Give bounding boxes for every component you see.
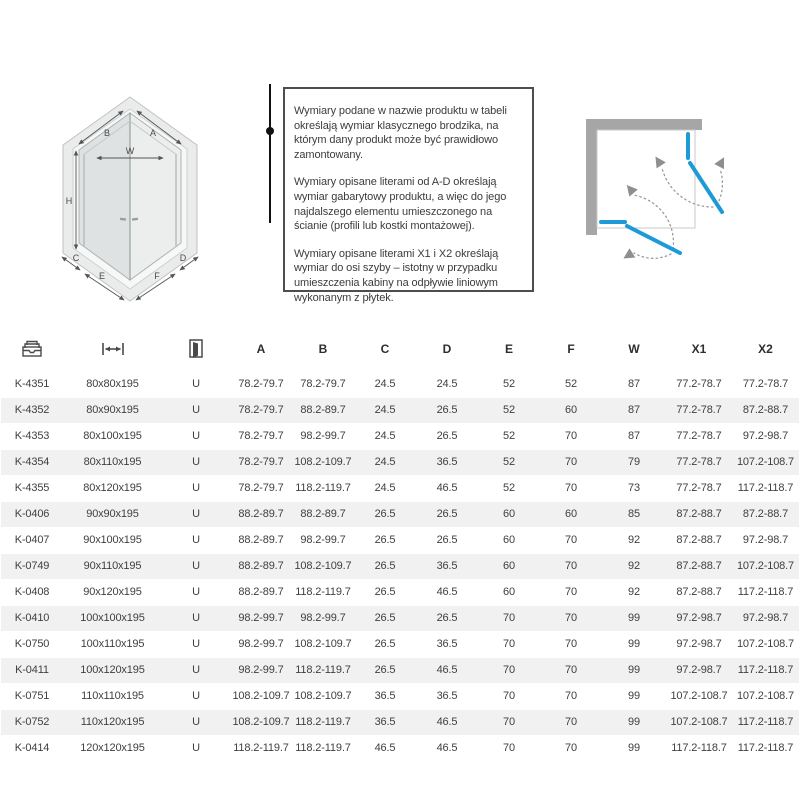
cell-W: 99 <box>628 716 640 728</box>
cell-X2: 107.2-108.7 <box>736 690 795 702</box>
note-marker-dot <box>266 127 274 135</box>
cell-door: U <box>192 404 200 416</box>
cell-C: 26.5 <box>374 664 396 676</box>
cell-F: 60 <box>565 404 577 416</box>
cell-C: 36.5 <box>374 716 396 728</box>
cell-B: 78.2-79.7 <box>300 378 346 390</box>
cell-E: 70 <box>503 742 515 754</box>
cell-B: 98.2-99.7 <box>300 612 346 624</box>
spec-table-body <box>1 371 799 761</box>
product-isometric-drawing <box>50 83 206 307</box>
cell-C: 26.5 <box>374 586 396 598</box>
cell-C: 24.5 <box>374 378 396 390</box>
cell-C: 26.5 <box>374 638 396 650</box>
column-header-e: E <box>504 342 513 357</box>
cell-code: K-0408 <box>14 586 50 598</box>
wall-top <box>586 119 702 130</box>
cell-B: 118.2-119.7 <box>295 664 351 676</box>
cell-W: 99 <box>628 638 640 650</box>
cell-A: 78.2-79.7 <box>238 456 284 468</box>
dim-label-d: D <box>179 253 187 263</box>
cell-X1: 77.2-78.7 <box>676 430 722 442</box>
cell-C: 46.5 <box>374 742 396 754</box>
cell-X1: 77.2-78.7 <box>676 456 722 468</box>
cell-code: K-0407 <box>14 534 50 546</box>
dim-label-e: E <box>98 271 106 281</box>
column-header-d: D <box>442 342 452 357</box>
dim-label-h: H <box>65 196 73 206</box>
cell-size: 110x110x195 <box>81 690 144 702</box>
cell-E: 70 <box>503 638 515 650</box>
cell-D: 46.5 <box>436 586 458 598</box>
cell-D: 36.5 <box>436 456 458 468</box>
cell-B: 98.2-99.7 <box>300 534 346 546</box>
cell-code: K-4352 <box>14 404 50 416</box>
cell-code: K-0751 <box>14 690 50 702</box>
cell-W: 92 <box>628 586 640 598</box>
cell-W: 99 <box>628 612 640 624</box>
cell-F: 70 <box>565 482 577 494</box>
cell-E: 52 <box>503 404 515 416</box>
note-marker-line <box>269 84 271 223</box>
column-header-w: W <box>628 342 640 357</box>
cell-door: U <box>192 586 200 598</box>
cell-B: 88.2-89.7 <box>300 404 346 416</box>
column-header-b: B <box>318 342 328 357</box>
cell-A: 98.2-99.7 <box>238 664 284 676</box>
cell-W: 99 <box>628 742 640 754</box>
dimensions-column-header <box>63 328 162 371</box>
cell-door: U <box>192 456 200 468</box>
cell-size: 90x120x195 <box>83 586 142 598</box>
cell-D: 36.5 <box>436 560 458 572</box>
cell-size: 100x100x195 <box>80 612 145 624</box>
cell-D: 46.5 <box>436 742 458 754</box>
cell-A: 88.2-89.7 <box>238 586 284 598</box>
product-code-column-header <box>1 328 63 371</box>
swing-arrow-icon <box>621 248 636 263</box>
cell-door: U <box>192 716 200 728</box>
cell-C: 36.5 <box>374 690 396 702</box>
table-row <box>1 657 799 683</box>
cell-door: U <box>192 638 200 650</box>
door-swing-diagram <box>585 115 785 265</box>
cell-C: 26.5 <box>374 612 396 624</box>
table-row <box>1 397 799 423</box>
note-paragraph-1: Wymiary podane w nazwie produktu w tabeli określają wymiar klasycznego brodzika, na którym dany produkt może być prawidłowo zamontowany. <box>294 105 507 161</box>
cell-A: 118.2-119.7 <box>233 742 289 754</box>
cell-W: 73 <box>628 482 640 494</box>
cell-code: K-0406 <box>14 508 50 520</box>
cell-X2: 97.2-98.7 <box>742 534 789 546</box>
cell-door: U <box>192 560 200 572</box>
cell-size: 80x100x195 <box>83 430 142 442</box>
cell-F: 70 <box>565 664 577 676</box>
cell-W: 87 <box>628 404 640 416</box>
dim-label-w: W <box>125 146 135 156</box>
cell-size: 80x120x195 <box>83 482 142 494</box>
table-row <box>1 605 799 631</box>
note-box <box>283 87 534 304</box>
cell-X1: 87.2-88.7 <box>676 586 722 598</box>
cell-D: 36.5 <box>436 690 458 702</box>
cell-size: 110x120x195 <box>80 716 145 728</box>
column-header-x2: X2 <box>758 342 773 357</box>
cell-door: U <box>192 742 200 754</box>
column-header-x1: X1 <box>691 342 707 357</box>
cell-code: K-4353 <box>14 430 50 442</box>
cell-B: 108.2-109.7 <box>294 456 352 468</box>
cell-B: 118.2-119.7 <box>295 586 351 598</box>
dim-label-a: A <box>149 128 157 138</box>
cell-B: 118.2-119.7 <box>295 742 351 754</box>
cell-E: 70 <box>503 690 515 702</box>
table-row <box>1 735 799 761</box>
cell-E: 60 <box>503 560 515 572</box>
cell-F: 70 <box>565 716 577 728</box>
cell-E: 60 <box>503 508 515 520</box>
cell-X2: 107.2-108.7 <box>736 638 795 650</box>
table-row <box>1 475 799 501</box>
column-header-f: F <box>567 342 575 357</box>
dim-label-b: B <box>103 128 111 138</box>
cell-F: 70 <box>565 690 577 702</box>
cell-X2: 117.2-118.7 <box>737 742 794 754</box>
cell-W: 87 <box>628 430 640 442</box>
cell-X2: 97.2-98.7 <box>742 612 789 624</box>
column-header-a: A <box>256 342 266 357</box>
cell-size: 80x110x195 <box>83 456 142 468</box>
table-row <box>1 553 799 579</box>
cell-C: 26.5 <box>374 560 396 572</box>
cell-code: K-0411 <box>15 664 49 676</box>
swing-arrow-icon <box>714 155 729 169</box>
cell-X2: 97.2-98.7 <box>742 430 789 442</box>
table-row <box>1 683 799 709</box>
cell-A: 88.2-89.7 <box>238 508 284 520</box>
cell-A: 98.2-99.7 <box>238 638 284 650</box>
cell-X2: 87.2-88.7 <box>742 508 789 520</box>
cell-F: 52 <box>565 378 577 390</box>
cell-F: 70 <box>565 430 577 442</box>
spec-table <box>1 328 799 762</box>
cell-C: 24.5 <box>374 430 396 442</box>
swing-arrow-icon <box>651 154 666 169</box>
cell-A: 98.2-99.7 <box>238 612 284 624</box>
table-row <box>1 631 799 657</box>
column-header-c: C <box>380 342 390 357</box>
cell-D: 26.5 <box>436 430 458 442</box>
cell-A: 88.2-89.7 <box>238 560 284 572</box>
cell-X2: 87.2-88.7 <box>742 404 789 416</box>
cell-B: 118.2-119.7 <box>295 716 351 728</box>
cell-X1: 87.2-88.7 <box>676 560 722 572</box>
dim-label-f: F <box>154 271 160 281</box>
cell-X1: 107.2-108.7 <box>670 690 728 702</box>
cell-F: 70 <box>565 534 577 546</box>
cell-A: 108.2-109.7 <box>232 716 290 728</box>
cell-E: 60 <box>503 534 515 546</box>
cell-code: K-0410 <box>14 612 50 624</box>
cell-size: 100x120x195 <box>80 664 145 676</box>
cell-D: 26.5 <box>436 404 458 416</box>
cell-B: 88.2-89.7 <box>300 508 346 520</box>
cell-A: 78.2-79.7 <box>238 482 284 494</box>
cell-W: 99 <box>628 690 640 702</box>
cell-D: 26.5 <box>436 508 458 520</box>
cell-A: 78.2-79.7 <box>238 378 284 390</box>
cell-F: 70 <box>565 586 577 598</box>
cell-C: 24.5 <box>374 482 396 494</box>
cell-W: 92 <box>628 534 640 546</box>
cell-X1: 77.2-78.7 <box>676 378 722 390</box>
cell-F: 70 <box>565 456 577 468</box>
cell-code: K-4355 <box>14 482 50 494</box>
cell-E: 70 <box>503 716 515 728</box>
cell-size: 90x100x195 <box>83 534 142 546</box>
cell-X1: 97.2-98.7 <box>676 612 722 624</box>
cell-A: 88.2-89.7 <box>238 534 284 546</box>
cell-code: K-0750 <box>14 638 50 650</box>
cell-door: U <box>192 664 200 676</box>
table-row <box>1 527 799 553</box>
cell-X1: 107.2-108.7 <box>670 716 728 728</box>
cell-X2: 117.2-118.7 <box>737 482 794 494</box>
cell-W: 87 <box>628 378 640 390</box>
cell-X2: 117.2-118.7 <box>737 664 794 676</box>
cell-F: 60 <box>565 508 577 520</box>
door-column-header <box>162 328 230 371</box>
dim-label-c: C <box>72 253 80 263</box>
cell-X2: 77.2-78.7 <box>742 378 789 390</box>
table-row <box>1 423 799 449</box>
cell-D: 46.5 <box>436 482 458 494</box>
cell-A: 78.2-79.7 <box>238 404 284 416</box>
cell-B: 98.2-99.7 <box>300 430 346 442</box>
cell-X1: 97.2-98.7 <box>676 664 722 676</box>
cell-E: 52 <box>503 456 515 468</box>
cell-B: 108.2-109.7 <box>294 560 352 572</box>
table-row <box>1 501 799 527</box>
cell-A: 108.2-109.7 <box>232 690 290 702</box>
cell-E: 52 <box>503 378 515 390</box>
table-row <box>1 449 799 475</box>
cell-size: 80x80x195 <box>86 378 139 390</box>
cell-E: 70 <box>503 664 515 676</box>
cell-code: K-4351 <box>14 378 50 390</box>
cell-D: 26.5 <box>436 612 458 624</box>
cell-size: 90x90x195 <box>86 508 139 520</box>
table-header-row <box>1 328 799 371</box>
cell-D: 24.5 <box>436 378 458 390</box>
cell-C: 26.5 <box>374 508 396 520</box>
cell-F: 70 <box>565 638 577 650</box>
enclosure-outline <box>597 130 695 228</box>
cell-W: 85 <box>628 508 640 520</box>
note-paragraph-2: Wymiary opisane literami od A-D określają wymiar gabarytowy produktu, a więc do jego najdalszego elementu umieszczonego na ścianie (profili lub kostki montażowej). <box>294 176 507 233</box>
cell-X1: 77.2-78.7 <box>676 482 722 494</box>
cell-D: 46.5 <box>436 664 458 676</box>
cell-E: 52 <box>503 482 515 494</box>
cell-D: 26.5 <box>436 534 458 546</box>
cell-W: 99 <box>628 664 640 676</box>
product-code-icon <box>20 338 44 360</box>
dimensions-icon <box>100 341 126 357</box>
cell-code: K-4354 <box>14 456 50 468</box>
cell-A: 78.2-79.7 <box>238 430 284 442</box>
cell-X1: 87.2-88.7 <box>676 508 722 520</box>
cell-X1: 117.2-118.7 <box>671 742 727 754</box>
cell-C: 24.5 <box>374 456 396 468</box>
cell-door: U <box>192 378 200 390</box>
cell-size: 80x90x195 <box>86 404 139 416</box>
cell-door: U <box>192 508 200 520</box>
cell-door: U <box>192 534 200 546</box>
cell-door: U <box>192 430 200 442</box>
cell-door: U <box>192 612 200 624</box>
cell-size: 120x120x195 <box>80 742 145 754</box>
table-row <box>1 579 799 605</box>
cell-X2: 117.2-118.7 <box>737 716 794 728</box>
cell-code: K-0749 <box>14 560 50 572</box>
cell-D: 36.5 <box>436 638 458 650</box>
cell-code: K-0752 <box>14 716 50 728</box>
cell-W: 79 <box>628 456 640 468</box>
cell-X1: 87.2-88.7 <box>676 534 722 546</box>
cell-E: 70 <box>503 612 515 624</box>
note-paragraph-3: Wymiary opisane literami X1 i X2 określają wymiar do osi szyby – istotny w przypadku umieszczenia kabiny na odpływie liniowym wykonanym z płytek. <box>294 247 499 304</box>
swing-arrow-icon <box>623 181 638 196</box>
cell-F: 70 <box>565 612 577 624</box>
cell-size: 100x110x195 <box>80 638 145 650</box>
cell-X2: 107.2-108.7 <box>736 560 795 572</box>
cell-F: 70 <box>565 742 577 754</box>
cell-size: 90x110x195 <box>83 560 142 572</box>
table-row <box>1 709 799 735</box>
cell-door: U <box>192 482 200 494</box>
cell-C: 24.5 <box>374 404 396 416</box>
door-icon <box>188 338 204 360</box>
cell-B: 118.2-119.7 <box>295 482 351 494</box>
cell-door: U <box>192 690 200 702</box>
cell-B: 108.2-109.7 <box>294 690 352 702</box>
cell-E: 60 <box>503 586 515 598</box>
cell-X1: 77.2-78.7 <box>676 404 722 416</box>
cell-C: 26.5 <box>374 534 396 546</box>
cell-E: 52 <box>503 430 515 442</box>
table-row <box>1 371 799 397</box>
cell-X2: 107.2-108.7 <box>736 456 795 468</box>
cell-code: K-0414 <box>14 742 50 754</box>
cell-F: 70 <box>565 560 577 572</box>
cell-X2: 117.2-118.7 <box>737 586 794 598</box>
cell-B: 108.2-109.7 <box>294 638 352 650</box>
cell-X1: 97.2-98.7 <box>676 638 722 650</box>
cell-W: 92 <box>628 560 640 572</box>
cell-D: 46.5 <box>436 716 458 728</box>
wall-left <box>586 119 597 235</box>
